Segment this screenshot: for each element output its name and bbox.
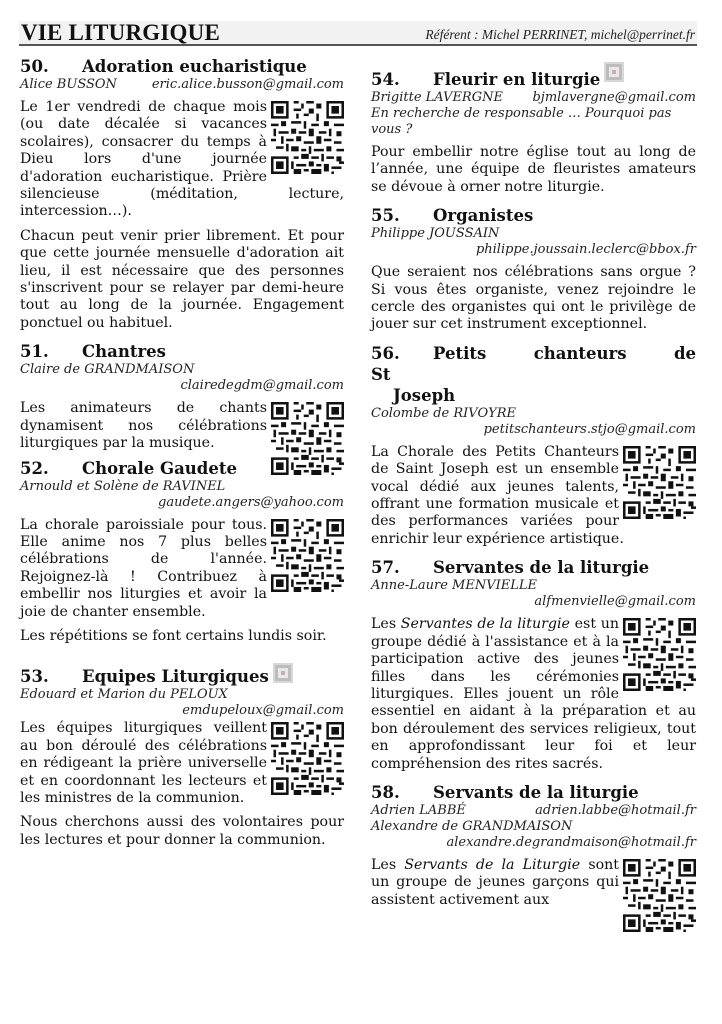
section-title: Organistes [433,206,534,226]
contact-name: Alexandre de GRANDMAISON [371,818,573,834]
section-number: 55. [371,206,400,226]
section-paragraph: Nous cherchons aussi des volontaires pour les lectures et pour donner la communion. [20,814,344,848]
contact-email-link[interactable]: alexandre.degrandmaison@hotmail.fr [446,834,696,850]
section-54 [371,62,696,196]
right-column [371,62,696,934]
section-number: 53. [20,667,49,687]
paragraph-text: est un groupe dédié à l'assistance et à la participation active des jeunes filles dans les cérémonies liturgiques. Elles jouent un rôle essentiel en aidant à la préparation et au bon déroulement des services religieux, tout en approfondissant leur foi et leur compréhension des rites sacrés. [371,616,696,772]
section-number: 52. [20,458,49,478]
contact-name: Claire de GRANDMAISON [20,362,195,378]
section-50 [20,56,344,332]
paragraph-text: Les [371,616,401,633]
contact-name: Philippe JOUSSAIN [371,226,500,242]
section-paragraph: Le 1er vendredi de chaque mois (ou date décalée si vacances scolaires), consacrer du temps à Dieu lors d'une journée d'adoration eucharistique. Prière silencieuse (méditation, lecture, intercession…). [20,99,344,220]
contact-name: Arnould et Solène de RAVINEL [20,478,226,494]
contact-email-link[interactable]: alfmenvielle@gmail.com [534,594,696,610]
contact-name: Edouard et Marion du PELOUX [20,687,228,703]
section-heading [371,557,696,578]
section-number: 51. [20,342,49,362]
thumbnail-icon [273,663,293,683]
section-paragraph: Les animateurs de chants dynamisent nos célébrations liturgiques par la musique. [20,400,267,452]
section-title: Servantes de la liturgie [433,558,650,578]
contact-email-link[interactable]: philippe.joussain.leclerc@bbox.fr [475,242,696,258]
section-heading [371,782,696,803]
contact-block [20,362,344,394]
qr-code-icon[interactable] [271,101,344,174]
contact-email-link[interactable]: bjmlavergne@gmail.com [532,90,696,105]
qr-code-icon[interactable] [623,446,696,519]
section-paragraph: Chacun peut venir prier librement. Et pour que cette journée mensuelle d'adoration ait lieu, il est nécessaire que des personnes s'inscrivent pour se relayer par demi-heure tout au long de la journée. Engagement ponctuel ou habituel. [20,227,344,331]
contact-block [20,77,344,93]
contact-email-link[interactable]: gaudete.angers@yahoo.com [158,494,344,510]
contact-name: Adrien LABBÉ [371,802,466,818]
section-paragraph: Les répétitions se font certains lundis soir. [20,627,327,644]
section-title: Chantres [82,342,166,362]
section-number: 50. [20,57,49,76]
section-number: 58. [371,782,400,802]
page-title: VIE LITURGIQUE [21,20,220,45]
section-title: Equipes Liturgiques [82,667,269,687]
section-number: 56. [371,343,400,363]
contact-email-link[interactable]: adrien.labbe@hotmail.fr [535,802,696,818]
section-56 [371,343,696,548]
section-57 [371,557,696,773]
contact-block [371,578,696,610]
contact-block [20,687,344,719]
contact-email-link[interactable]: emdupeloux@gmail.com [182,703,344,719]
contact-note: En recherche de responsable … Pourquoi pas vous ? [371,106,672,137]
left-column [20,56,344,856]
section-title: Chorale Gaudete [82,458,237,478]
qr-code-icon[interactable] [271,519,344,592]
section-title: Adoration eucharistique [82,57,307,76]
contact-name: Anne-Laure MENVIELLE [371,578,537,594]
section-52 [20,458,344,646]
section-heading [371,343,696,406]
section-58 [371,782,696,909]
contact-name: Alice BUSSON [20,77,117,92]
section-title: Servants de la liturgie [433,782,639,802]
referent-text: Référent : Michel PERRINET, michel@perrinet.fr [425,27,695,42]
section-title: Petits chanteurs de St [371,343,696,384]
section-heading [20,663,344,687]
paragraph-text: sont un groupe de jeunes garçons qui assistent activement aux [371,856,619,908]
section-paragraph: La chorale paroissiale pour tous. Elle anime nos 7 plus belles célébrations de l'année. Rejoignez-là ! Contribuez à embellir nos liturgies et avoir la joie de chanter ensemble. [20,516,267,620]
section-title-continued: Joseph [393,385,456,405]
contact-block [20,479,344,511]
section-paragraph: Pour embellir notre église tout au long de l’année, une équipe de fleuristes amateurs se dévoue à orner notre liturgie. [371,144,696,195]
section-51 [20,341,344,452]
contact-block [371,226,696,258]
section-heading [371,62,696,90]
contact-name: Brigitte LAVERGNE [371,90,503,105]
qr-code-icon[interactable] [623,618,696,691]
contact-block [371,406,696,438]
contact-email-link[interactable]: eric.alice.busson@gmail.com [151,77,344,92]
section-title: Fleurir en liturgie [433,70,601,89]
paragraph-text: Les [371,856,405,873]
section-paragraph: Que seraient nos célébrations sans orgue ? Si vous êtes organiste, venez rejoindre le cercle des organistes qui ont le privilège de jouer sur cet instrument exceptionnel. [371,264,696,333]
section-paragraph: La Chorale des Petits Chanteurs de Saint Joseph est un ensemble vocal dédié aux jeunes talents, offrant une formation musicale et des performances variées pour enrichir leur expérience artistique. [371,443,624,547]
section-53 [20,663,344,849]
section-heading [20,56,344,77]
section-number: 54. [371,70,400,89]
section-heading [371,205,696,226]
section-number: 57. [371,558,400,578]
section-paragraph: Les équipes liturgiques veillent au bon déroulé des célébrations en rédigeant la prière universelle et en coordonnant les lecteurs et les ministres de la communion. [20,720,267,806]
qr-code-icon[interactable] [271,722,344,795]
section-heading [20,341,344,362]
paragraph-emphasis: Servantes de la liturgie [400,616,570,633]
paragraph-emphasis: Servants de la Liturgie [404,856,581,873]
contact-block [371,90,696,138]
page-header [19,21,697,46]
contact-email-link[interactable]: clairedegdm@gmail.com [180,378,344,394]
contact-block [371,803,696,851]
contact-email-link[interactable]: petitschanteurs.stjo@gmail.com [483,421,696,437]
contact-name: Colombe de RIVOYRE [371,405,516,421]
qr-code-icon[interactable] [623,859,696,932]
section-55 [371,205,696,334]
thumbnail-icon [604,62,624,82]
qr-code-icon[interactable] [271,402,344,475]
